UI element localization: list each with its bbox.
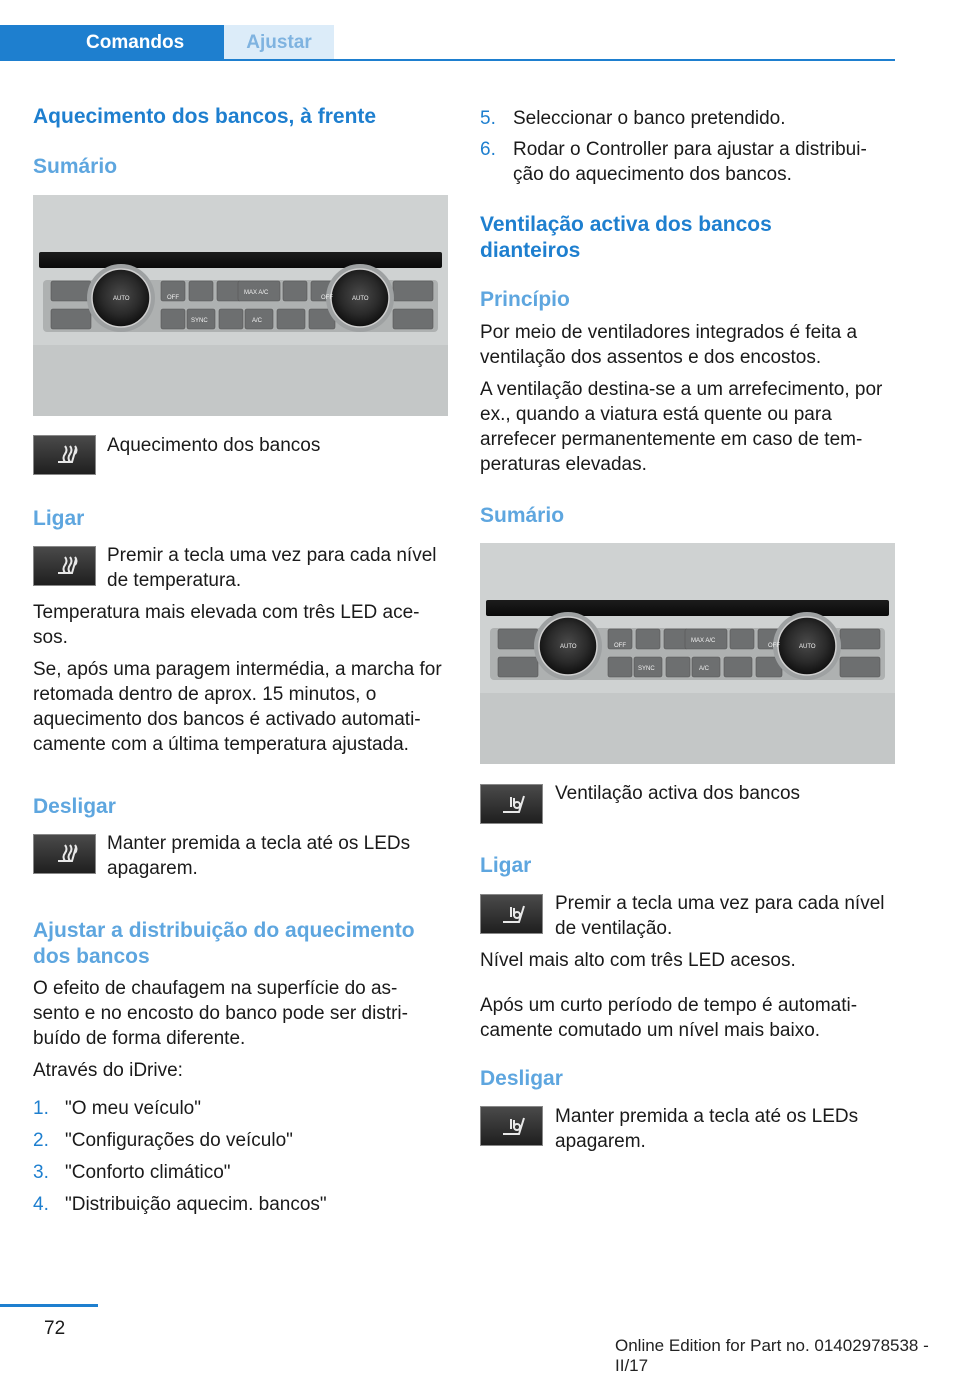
- footer-rule: [0, 1304, 98, 1307]
- desligar-instruction: Manter premida a tecla até os LEDs apagarem.: [107, 833, 411, 879]
- tab-ajustar[interactable]: Ajustar: [224, 25, 334, 59]
- step-number: 6.: [480, 139, 496, 160]
- header-rule: [0, 59, 895, 61]
- desligar-instruction-right: Manter premida a tecla até os LEDs apagarem.: [555, 1106, 859, 1152]
- seat-ventilation-button-icon: [480, 894, 543, 934]
- ligar-instruction: Premir a tecla uma vez para cada nível de temperatura.: [107, 545, 437, 591]
- ligar-paragraph-2: Se, após uma paragem intermédia, a marcha for retomada dentro de aprox. 15 minutos, o aquecimento dos bancos é activado automati-camente com a última temperatura ajustada.: [33, 659, 442, 755]
- page-number: 72: [44, 1318, 66, 1339]
- heading-principio: Princípio: [480, 288, 570, 311]
- step-number: 1.: [33, 1098, 49, 1119]
- climate-panel-photo-right: [480, 543, 895, 764]
- edition-note: Online Edition for Part no. 01402978538 - II/17: [615, 1336, 929, 1375]
- header-tabs: [0, 25, 895, 61]
- step-text: "Configurações do veículo": [65, 1130, 293, 1151]
- seat-ventilation-button-icon: [480, 784, 543, 824]
- heading-ligar-right: Ligar: [480, 854, 532, 877]
- principio-paragraph-2: A ventilação destina-se a um arrefecimento, por ex., quando a viatura está quente ou para arrefecer permanentemente em caso de tem-peraturas elevadas.: [480, 379, 883, 475]
- seat-heating-button-icon: [33, 435, 96, 475]
- ligar-instruction-right: Premir a tecla uma vez para cada nível de ventilação.: [555, 893, 885, 939]
- step-text: Seleccionar o banco pretendido.: [513, 108, 786, 129]
- section-title-heating: Aquecimento dos bancos, à frente: [33, 105, 377, 128]
- heading-desligar: Desligar: [33, 795, 116, 818]
- ligar-paragraph-right-2: Após um curto período de tempo é automati-camente comutado um nível mais baixo.: [480, 995, 858, 1041]
- caption-seat-ventilation: Ventilação activa dos bancos: [555, 783, 801, 804]
- principio-paragraph-1: Por meio de ventiladores integrados é feita a ventilação dos assentos e dos encostos.: [480, 322, 858, 368]
- step-number: 4.: [33, 1194, 49, 1215]
- step-number: 5.: [480, 108, 496, 129]
- heading-ligar: Ligar: [33, 507, 85, 530]
- seat-heating-button-icon: [33, 546, 96, 586]
- section-title-ventilation: Ventilação activa dos bancos dianteiros: [480, 213, 772, 262]
- caption-seat-heating: Aquecimento dos bancos: [107, 435, 321, 456]
- idrive-intro: Através do iDrive:: [33, 1060, 183, 1081]
- step-text: Rodar o Controller para ajustar a distribui-ção do aquecimento dos bancos.: [513, 139, 867, 185]
- heading-sumario-right: Sumário: [480, 504, 565, 527]
- step-number: 3.: [33, 1162, 49, 1183]
- ligar-paragraph-1: Temperatura mais elevada com três LED ace-sos.: [33, 602, 420, 648]
- tab-comandos[interactable]: Comandos: [0, 25, 224, 61]
- heading-sumario: Sumário: [33, 155, 118, 178]
- step-text: "Conforto climático": [65, 1162, 231, 1183]
- step-text: "Distribuição aquecim. bancos": [65, 1194, 327, 1215]
- ligar-paragraph-right-1: Nível mais alto com três LED acesos.: [480, 950, 796, 971]
- seat-ventilation-button-icon: [480, 1106, 543, 1146]
- distribution-paragraph: O efeito de chaufagem na superfície do as-sento e no encosto do banco pode ser distri-buído de forma diferente.: [33, 978, 408, 1049]
- heading-desligar-right: Desligar: [480, 1067, 563, 1090]
- climate-panel-image: [480, 543, 895, 764]
- seat-heating-button-icon: [33, 834, 96, 874]
- climate-panel-image: [33, 195, 448, 416]
- step-text: "O meu veículo": [65, 1098, 201, 1119]
- climate-panel-photo: [33, 195, 448, 416]
- heading-distribution: Ajustar a distribuição do aquecimento dos bancos: [33, 919, 415, 968]
- step-number: 2.: [33, 1130, 49, 1151]
